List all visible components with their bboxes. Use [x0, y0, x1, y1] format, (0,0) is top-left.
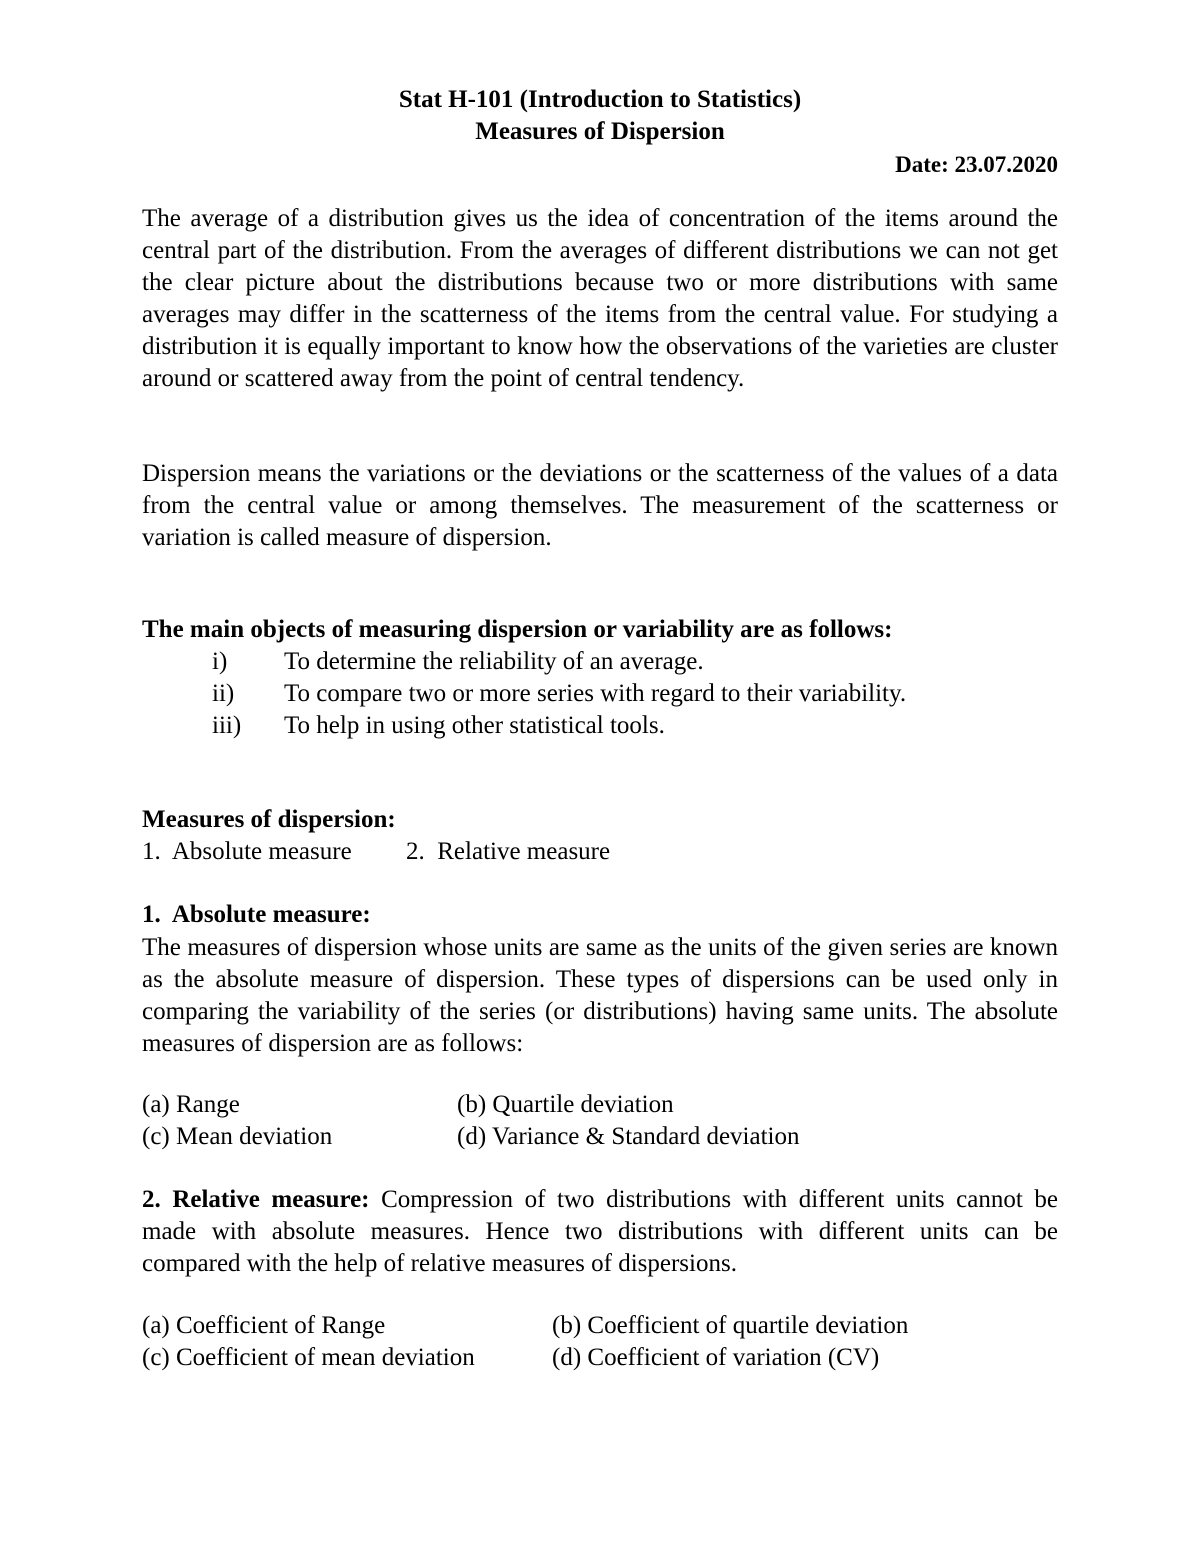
absolute-list-item: (a) Range [142, 1091, 240, 1118]
objects-item-num: ii) [212, 680, 235, 707]
relative-list-item: (d) Coefficient of variation (CV) [552, 1344, 880, 1371]
intro-paragraph-1: The average of a distribution gives us the idea of concentration of the items around the central part of the distribution. From the averages of different distributions we can not get the clear picture about the distributions because two or more distributions with same averages may differ in the scatterness of the items from the central value. For studying a distribution it is equally important to know how the observations of the varieties are cluster around or scattered away from the point of central tendency. [142, 205, 1058, 392]
measures-heading: Measures of dispersion: [142, 806, 396, 833]
measures-item-relative: 2. Relative measure [406, 838, 611, 865]
relative-paragraph [142, 1184, 1058, 1280]
absolute-paragraph: The measures of dispersion whose units are same as the units of the given series are known as the absolute measure of dispersion. These types of dispersions can be used only in comparing the variability of the series (or distributions) having same units. The absolute measures of dispersion are as follows: [142, 934, 1058, 1057]
objects-item-text: To help in using other statistical tools. [284, 712, 665, 739]
relative-list-item: (b) Coefficient of quartile deviation [552, 1312, 909, 1339]
objects-item-text: To compare two or more series with regard to their variability. [284, 680, 907, 707]
relative-list-item: (c) Coefficient of mean deviation [142, 1344, 475, 1371]
relative-list-item: (a) Coefficient of Range [142, 1312, 386, 1339]
objects-item-num: iii) [212, 712, 242, 739]
course-title: Stat H-101 (Introduction to Statistics) [398, 86, 802, 113]
objects-item-num: i) [212, 648, 228, 675]
intro-paragraph-2: Dispersion means the variations or the deviations or the scatterness of the values of a data from the central value or among themselves. The measurement of the scatterness or variation is called measure of dispersion. [142, 460, 1058, 551]
objects-heading: The main objects of measuring dispersion or variability are as follows: [142, 616, 893, 643]
absolute-heading: 1. Absolute measure: [142, 901, 371, 928]
date-line: Date: 23.07.2020 [895, 152, 1058, 177]
relative-text: Compression of two distributions with different units cannot be made with absolute measures. Hence two distributions with different units can be compared with the help of relative measures of dispersions. [142, 1186, 1058, 1277]
absolute-list-item: (c) Mean deviation [142, 1123, 333, 1150]
objects-item-text: To determine the reliability of an average. [284, 648, 704, 675]
absolute-list-item: (b) Quartile deviation [457, 1091, 674, 1118]
topic-title: Measures of Dispersion [475, 118, 725, 145]
relative-heading: 2. Relative measure: [142, 1186, 370, 1213]
absolute-list-item: (d) Variance & Standard deviation [457, 1123, 800, 1150]
measures-item-absolute: 1. Absolute measure [142, 838, 352, 865]
